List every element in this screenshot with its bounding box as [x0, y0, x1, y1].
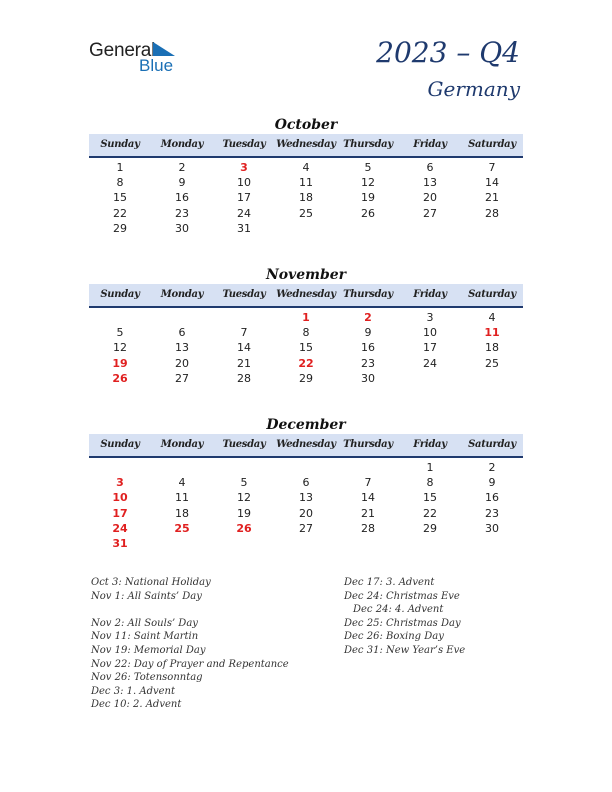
date-cell: 20 — [423, 191, 437, 205]
date-cell: 3 — [426, 311, 434, 324]
weekday-label: Sunday — [100, 139, 140, 150]
date-cell: 12 — [113, 341, 127, 355]
holiday-note: Dec 17: 3. Advent — [344, 577, 435, 588]
date-cell: 24 — [237, 206, 251, 220]
date-cell: 27 — [423, 206, 437, 220]
week-row — [89, 310, 523, 325]
date-cell: 30 — [175, 221, 189, 235]
date-cell: 18 — [299, 191, 313, 205]
holiday-date: 31 — [112, 536, 128, 550]
date-cell: 5 — [116, 326, 124, 340]
date-cell — [399, 536, 461, 551]
weekday-label: Tuesday — [222, 139, 266, 150]
date-cell: 14 — [485, 176, 499, 190]
week-row — [89, 521, 523, 536]
week-row — [89, 460, 523, 475]
date-cell: 28 — [237, 371, 251, 385]
logo-general-text: General — [89, 40, 156, 61]
date-cell: 18 — [485, 341, 499, 355]
date-cell: 6 — [302, 476, 310, 490]
holiday-note: Nov 1: All Saints’ Day — [91, 590, 202, 602]
date-cell: 4 — [302, 161, 310, 174]
holiday-note: Nov 26: Totensonntag — [91, 672, 203, 684]
week-row — [89, 325, 523, 340]
date-cell: 29 — [113, 221, 127, 235]
holiday-note: Dec 25: Christmas Day — [344, 617, 461, 629]
date-cell: 13 — [175, 341, 189, 355]
date-cell: 10 — [423, 326, 437, 340]
date-cell: 16 — [485, 491, 499, 505]
week-row — [89, 371, 523, 386]
date-cell: 21 — [485, 191, 499, 205]
date-cell — [399, 371, 461, 386]
holiday-date: 2 — [364, 311, 372, 324]
holiday-note: Dec 26: Boxing Day — [344, 631, 444, 643]
date-cell: 17 — [423, 341, 437, 355]
holiday-note: Dec 10: 2. Advent — [91, 699, 182, 711]
holiday-date: 25 — [174, 521, 190, 535]
date-cell: 19 — [237, 506, 251, 520]
weekday-label: Saturday — [468, 289, 516, 300]
date-cell: 19 — [361, 191, 375, 205]
date-cell: 22 — [113, 206, 127, 220]
date-cell: 28 — [485, 206, 499, 220]
month-november — [89, 266, 523, 386]
date-cell: 20 — [175, 356, 189, 370]
holiday-note: Nov 11: Saint Martin — [91, 631, 199, 643]
date-cell: 21 — [237, 356, 251, 370]
weekday-label: Sunday — [100, 439, 140, 450]
weekday-label: Thursday — [343, 439, 393, 450]
week-row — [89, 206, 523, 221]
holiday-date: 26 — [236, 521, 252, 535]
date-cell — [337, 221, 399, 236]
holiday-date: 26 — [112, 371, 128, 385]
holiday-note: Dec 24: Christmas Eve — [344, 590, 460, 602]
weekday-label: Thursday — [343, 289, 393, 300]
date-cell — [275, 536, 337, 551]
date-cell: 12 — [361, 176, 375, 190]
weekday-label: Thursday — [343, 139, 393, 150]
holiday-date: 22 — [298, 356, 314, 370]
date-cell: 22 — [423, 506, 437, 520]
week-list — [89, 458, 523, 551]
date-cell: 14 — [237, 341, 251, 355]
date-cell: 4 — [178, 476, 186, 490]
logo-blue-text: Blue — [139, 56, 174, 75]
weekday-label: Friday — [413, 439, 447, 450]
note-spacer — [91, 603, 289, 617]
holiday-note: Dec 3: 1. Advent — [91, 685, 175, 697]
country-title: Germany — [427, 77, 520, 101]
weekday-header-row — [89, 434, 523, 458]
week-row — [89, 190, 523, 205]
date-cell — [461, 536, 523, 551]
date-cell: 2 — [488, 461, 496, 474]
date-cell: 12 — [237, 491, 251, 505]
date-cell: 7 — [240, 326, 248, 340]
date-cell: 8 — [302, 326, 310, 340]
date-cell: 20 — [299, 506, 313, 520]
week-row — [89, 340, 523, 355]
date-cell: 1 — [116, 161, 124, 174]
holiday-note: Oct 3: National Holiday — [91, 577, 211, 588]
date-cell: 16 — [361, 341, 375, 355]
date-cell — [89, 310, 151, 325]
date-cell: 11 — [299, 176, 313, 190]
date-cell — [337, 536, 399, 551]
date-cell — [151, 536, 213, 551]
weekday-label: Wednesday — [276, 289, 336, 300]
date-cell: 30 — [485, 521, 499, 535]
month-name: December — [266, 417, 346, 433]
weekday-label: Saturday — [468, 139, 516, 150]
week-list — [89, 158, 523, 236]
week-row — [89, 475, 523, 490]
date-cell — [89, 460, 151, 475]
weekday-label: Friday — [413, 289, 447, 300]
date-cell: 17 — [237, 191, 251, 205]
date-cell: 5 — [364, 161, 372, 174]
weekday-label: Tuesday — [222, 439, 266, 450]
date-cell: 8 — [116, 176, 124, 190]
date-cell: 7 — [488, 161, 496, 174]
date-cell — [151, 460, 213, 475]
holiday-date: 10 — [112, 491, 128, 505]
holiday-date: 3 — [116, 476, 124, 490]
date-cell: 27 — [299, 521, 313, 535]
logo-flag-icon — [153, 42, 175, 56]
weekday-label: Saturday — [468, 439, 516, 450]
date-cell: 4 — [488, 311, 496, 324]
date-cell: 16 — [175, 191, 189, 205]
week-row — [89, 490, 523, 505]
date-cell: 23 — [485, 506, 499, 520]
holiday-notes-right — [344, 576, 465, 658]
page-title: 2023 – Q4 — [376, 36, 520, 69]
holiday-date: 1 — [302, 311, 310, 324]
weekday-header-row — [89, 134, 523, 158]
date-cell: 6 — [426, 161, 434, 174]
weekday-label: Friday — [413, 139, 447, 150]
date-cell: 25 — [485, 356, 499, 370]
holiday-date: 3 — [240, 161, 248, 174]
date-cell: 13 — [423, 176, 437, 190]
date-cell — [151, 310, 213, 325]
weekday-label: Monday — [160, 139, 204, 150]
weekday-label: Monday — [160, 439, 204, 450]
date-cell: 31 — [237, 221, 251, 235]
date-cell: 9 — [364, 326, 372, 340]
date-cell — [213, 460, 275, 475]
holiday-note: Nov 19: Memorial Day — [91, 644, 206, 656]
holiday-note: Nov 2: All Souls’ Day — [91, 617, 198, 629]
date-cell: 9 — [488, 476, 496, 490]
date-cell — [461, 371, 523, 386]
date-cell: 14 — [361, 491, 375, 505]
weekday-label: Wednesday — [276, 439, 336, 450]
date-cell: 29 — [299, 371, 313, 385]
holiday-notes-left — [91, 576, 289, 712]
weekday-label: Tuesday — [222, 289, 266, 300]
week-row — [89, 221, 523, 236]
date-cell: 24 — [423, 356, 437, 370]
weekday-label: Wednesday — [276, 139, 336, 150]
holiday-note: Nov 22: Day of Prayer and Repentance — [91, 658, 289, 670]
weekday-label: Sunday — [100, 289, 140, 300]
date-cell: 26 — [361, 206, 375, 220]
date-cell: 25 — [299, 206, 313, 220]
date-cell: 7 — [364, 476, 372, 490]
date-cell: 9 — [178, 176, 186, 190]
holiday-date: 17 — [112, 506, 128, 520]
date-cell — [399, 221, 461, 236]
date-cell: 27 — [175, 371, 189, 385]
month-october — [89, 116, 523, 236]
date-cell: 18 — [175, 506, 189, 520]
holiday-date: 19 — [112, 356, 128, 370]
date-cell: 13 — [299, 491, 313, 505]
week-row — [89, 536, 523, 551]
weekday-label: Monday — [160, 289, 204, 300]
date-cell: 10 — [237, 176, 251, 190]
week-row — [89, 175, 523, 190]
date-cell: 1 — [426, 461, 434, 474]
month-december — [89, 416, 523, 551]
date-cell: 30 — [361, 371, 375, 385]
date-cell: 23 — [175, 206, 189, 220]
date-cell — [213, 536, 275, 551]
date-cell: 6 — [178, 326, 186, 340]
week-row — [89, 160, 523, 175]
date-cell: 15 — [423, 491, 437, 505]
date-cell — [275, 460, 337, 475]
date-cell: 2 — [178, 161, 186, 174]
weekday-header-row — [89, 284, 523, 308]
holiday-date: 24 — [112, 521, 128, 535]
date-cell: 15 — [113, 191, 127, 205]
date-cell — [337, 460, 399, 475]
holiday-note: Dec 31: New Year’s Eve — [344, 644, 466, 656]
holiday-note: Dec 24: 4. Advent — [353, 604, 444, 616]
date-cell: 11 — [175, 491, 189, 505]
date-cell: 21 — [361, 506, 375, 520]
month-name: October — [274, 117, 338, 133]
week-list — [89, 308, 523, 386]
date-cell — [275, 221, 337, 236]
week-row — [89, 506, 523, 521]
week-row — [89, 356, 523, 371]
date-cell — [461, 221, 523, 236]
date-cell: 5 — [240, 476, 248, 490]
date-cell: 8 — [426, 476, 434, 490]
date-cell: 29 — [423, 521, 437, 535]
month-name: November — [265, 267, 347, 283]
date-cell: 23 — [361, 356, 375, 370]
date-cell — [213, 310, 275, 325]
date-cell: 15 — [299, 341, 313, 355]
date-cell: 28 — [361, 521, 375, 535]
holiday-date: 11 — [484, 326, 500, 340]
